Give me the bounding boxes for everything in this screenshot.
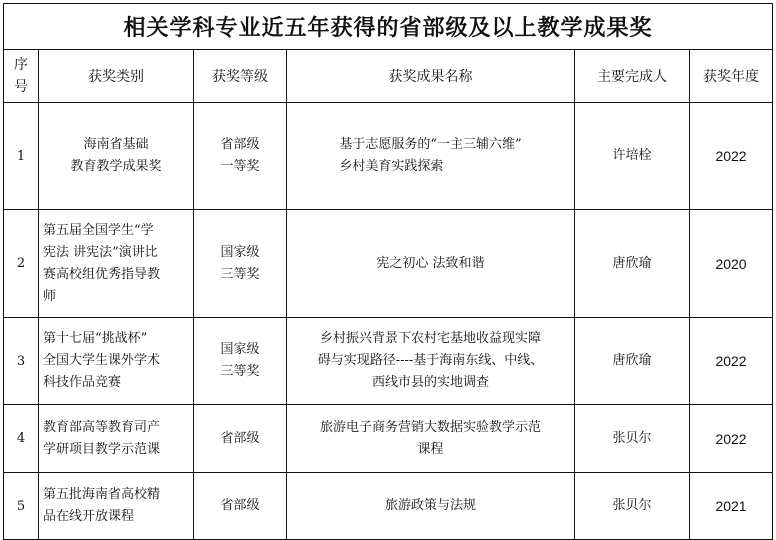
- achievement-line: 碍与实现路径----基于海南东线、中线、: [317, 353, 544, 368]
- achievement-line: 基于志愿服务的“一主三辅六维”: [339, 137, 522, 152]
- award-level: [194, 318, 287, 405]
- level-line: 国家级: [220, 244, 260, 260]
- header-row: [4, 50, 773, 103]
- category-line: 海南省基础: [83, 137, 149, 152]
- award-category: [39, 318, 194, 405]
- level-line: 三等奖: [220, 364, 260, 379]
- award-table: [3, 3, 773, 540]
- row-number: 2: [4, 210, 39, 318]
- category-line: 教育部高等教育司产: [43, 419, 161, 435]
- level-line: 国家级: [220, 342, 260, 357]
- main-person: 许培栓: [575, 103, 690, 210]
- level-line: 三等奖: [220, 266, 260, 282]
- achievement-name: [287, 318, 575, 405]
- table-row: [4, 103, 773, 210]
- level-line: 省部级: [220, 498, 260, 513]
- award-category: [39, 405, 194, 473]
- main-person: 唐欣瑜: [575, 210, 690, 318]
- header-level: 获奖等级: [194, 50, 287, 103]
- row-number: 5: [4, 473, 39, 540]
- award-category: [39, 103, 194, 210]
- award-level: [194, 473, 287, 540]
- award-category: [39, 473, 194, 540]
- category-line: 学研项目教学示范课: [43, 441, 161, 457]
- achievement-name: [287, 405, 575, 473]
- row-number: 3: [4, 318, 39, 405]
- category-line: 教育教学成果奖: [70, 159, 162, 174]
- achievement-line: 宪之初心 法致和谐: [376, 255, 485, 271]
- header-year: 获奖年度: [690, 50, 773, 103]
- main-person: 张贝尔: [575, 405, 690, 473]
- category-line: 科技作品竞赛: [43, 375, 122, 390]
- main-person: 唐欣瑜: [575, 318, 690, 405]
- header-category: 获奖类别: [39, 50, 194, 103]
- achievement-line: 西线市县的实地调查: [371, 375, 489, 390]
- achievement-name: [287, 210, 575, 318]
- category-line: 宪法 讲宪法”演讲比: [43, 244, 158, 260]
- category-line: 全国大学生课外学术: [43, 353, 161, 368]
- header-seq-line1: 序: [14, 57, 28, 73]
- row-number: 4: [4, 405, 39, 473]
- table-row: [4, 318, 773, 405]
- table-title: 相关学科专业近五年获得的省部级及以上教学成果奖: [4, 4, 773, 50]
- category-line: 品在线开放课程: [43, 509, 135, 524]
- achievement-line: 旅游政策与法规: [384, 498, 476, 513]
- level-line: 一等奖: [220, 159, 260, 174]
- category-line: 赛高校组优秀指导教: [43, 266, 161, 282]
- award-category: [39, 210, 194, 318]
- category-line: 第五届全国学生“学: [43, 222, 154, 238]
- table-row: [4, 405, 773, 473]
- achievement-line: 乡村美育实践探索: [339, 159, 444, 174]
- level-line: 省部级: [220, 137, 260, 152]
- award-year: 2020: [690, 210, 773, 318]
- award-year: 2022: [690, 103, 773, 210]
- header-person: 主要完成人: [575, 50, 690, 103]
- category-line: 第五批海南省高校精: [43, 487, 161, 502]
- table-row: [4, 473, 773, 540]
- achievement-line: 课程: [417, 441, 444, 457]
- main-person: 张贝尔: [575, 473, 690, 540]
- level-line: 省部级: [220, 430, 260, 446]
- award-level: [194, 405, 287, 473]
- award-level: [194, 103, 287, 210]
- award-level: [194, 210, 287, 318]
- achievement-name: [287, 103, 575, 210]
- row-number: 1: [4, 103, 39, 210]
- category-line: 第十七届“挑战杯”: [43, 331, 148, 346]
- achievement-name: [287, 473, 575, 540]
- achievement-line: 旅游电子商务营销大数据实验教学示范: [319, 419, 541, 435]
- table-row: [4, 210, 773, 318]
- achievement-line: 乡村振兴背景下农村宅基地收益现实障: [319, 331, 541, 346]
- award-year: 2022: [690, 318, 773, 405]
- header-seq: [4, 50, 39, 103]
- award-year: 2022: [690, 405, 773, 473]
- header-achievement: 获奖成果名称: [287, 50, 575, 103]
- award-year: 2021: [690, 473, 773, 540]
- category-line: 师: [43, 288, 57, 304]
- header-seq-line2: 号: [14, 79, 28, 95]
